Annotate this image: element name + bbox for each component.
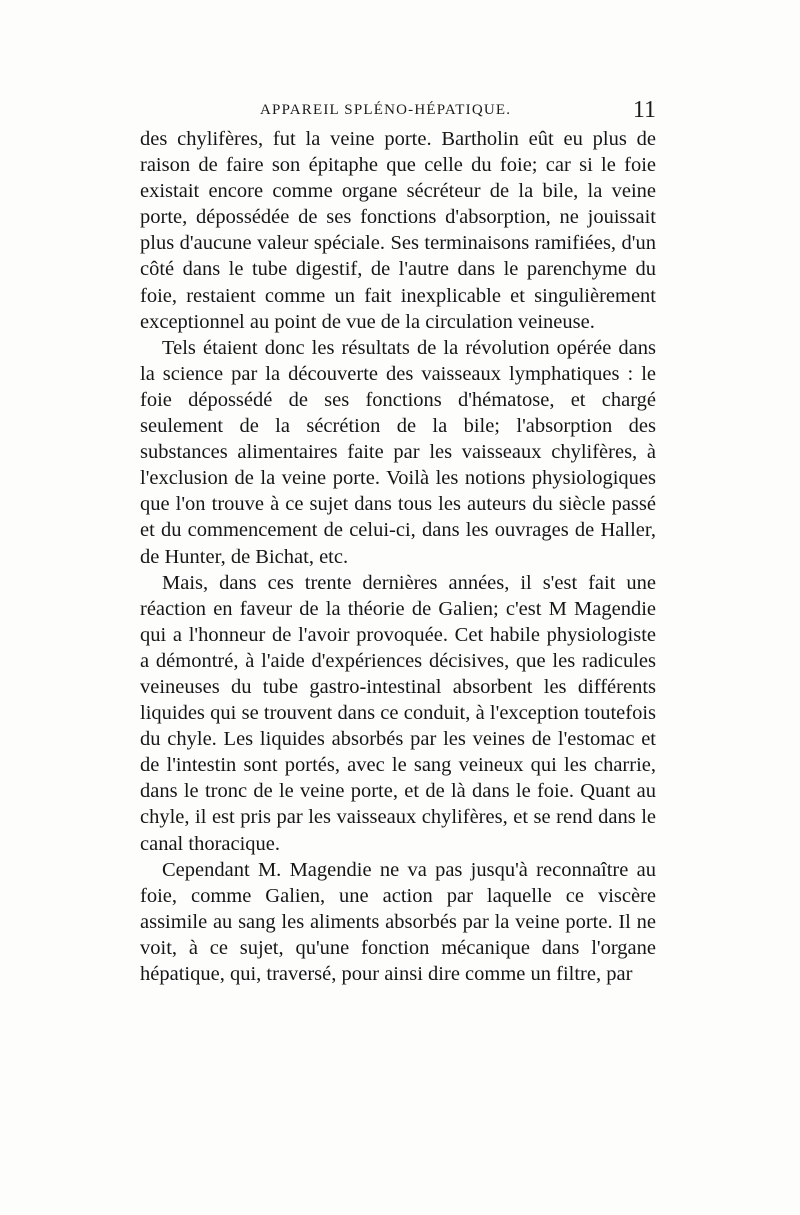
running-head <box>140 97 656 124</box>
paragraph-4: Cependant M. Magendie ne va pas jusqu'à reconnaître au foie, comme Galien, une action par laquelle ce viscère assimile au sang les aliments absorbés par la veine porte. Il ne voit, à ce sujet, qu'une fonction mécanique dans l'organe hépatique, qui, traversé, pour ainsi dire comme un filtre, par <box>140 858 656 985</box>
page-number: 11 <box>632 97 656 123</box>
paragraph-1: des chylifères, fut la veine porte. Bartholin eût eu plus de raison de faire son épitaphe que celle du foie; car si le foie existait encore comme organe sécréteur de la bile, la veine porte, dépossédée de ses fonctions d'absorption, ne jouissait plus d'aucune valeur spéciale. Ses terminaisons ramifiées, d'un côté dans le tube digestif, de l'autre dans le parenchyme du foie, restaient comme un fait inexplicable et singulièrement exceptionnel au point de vue de la circulation veineuse. <box>140 128 656 333</box>
running-title: APPAREIL SPLÉNO-HÉPATIQUE. <box>260 102 512 118</box>
paragraph-2: Tels étaient donc les résultats de la révolution opérée dans la science par la découverte des vaisseaux lymphatiques : le foie dépossédé de ses fonctions d'hématose, et chargé seulement de la sécrétion de la bile; l'absorption des substances alimentaires faite par les vaisseaux chylifères, à l'exclusion de la veine porte. Voilà les notions physiologiques que l'on trouve à ce sujet dans tous les auteurs du siècle passé et du commencement de celui-ci, dans les ouvrages de Haller, de Hunter, de Bichat, etc. <box>140 336 656 568</box>
body-text <box>140 126 656 987</box>
paragraph-3: Mais, dans ces trente dernières années, il s'est fait une réaction en faveur de la théorie de Galien; c'est M Magendie qui a l'honneur de l'avoir provoquée. Cet habile physiologiste a démontré, à l'aide d'expériences décisives, que les radicules veineuses du tube gastro-intestinal absorbent les différents liquides qui se trouvent dans ce conduit, à l'exception toutefois du chyle. Les liquides absorbés par les veines de l'estomac et de l'intestin sont portés, avec le sang veineux qui les charrie, dans le tronc de le veine porte, et de là dans le foie. Quant au chyle, il est pris par les vaisseaux chylifères, et se rend dans le canal thoracique. <box>140 571 656 855</box>
